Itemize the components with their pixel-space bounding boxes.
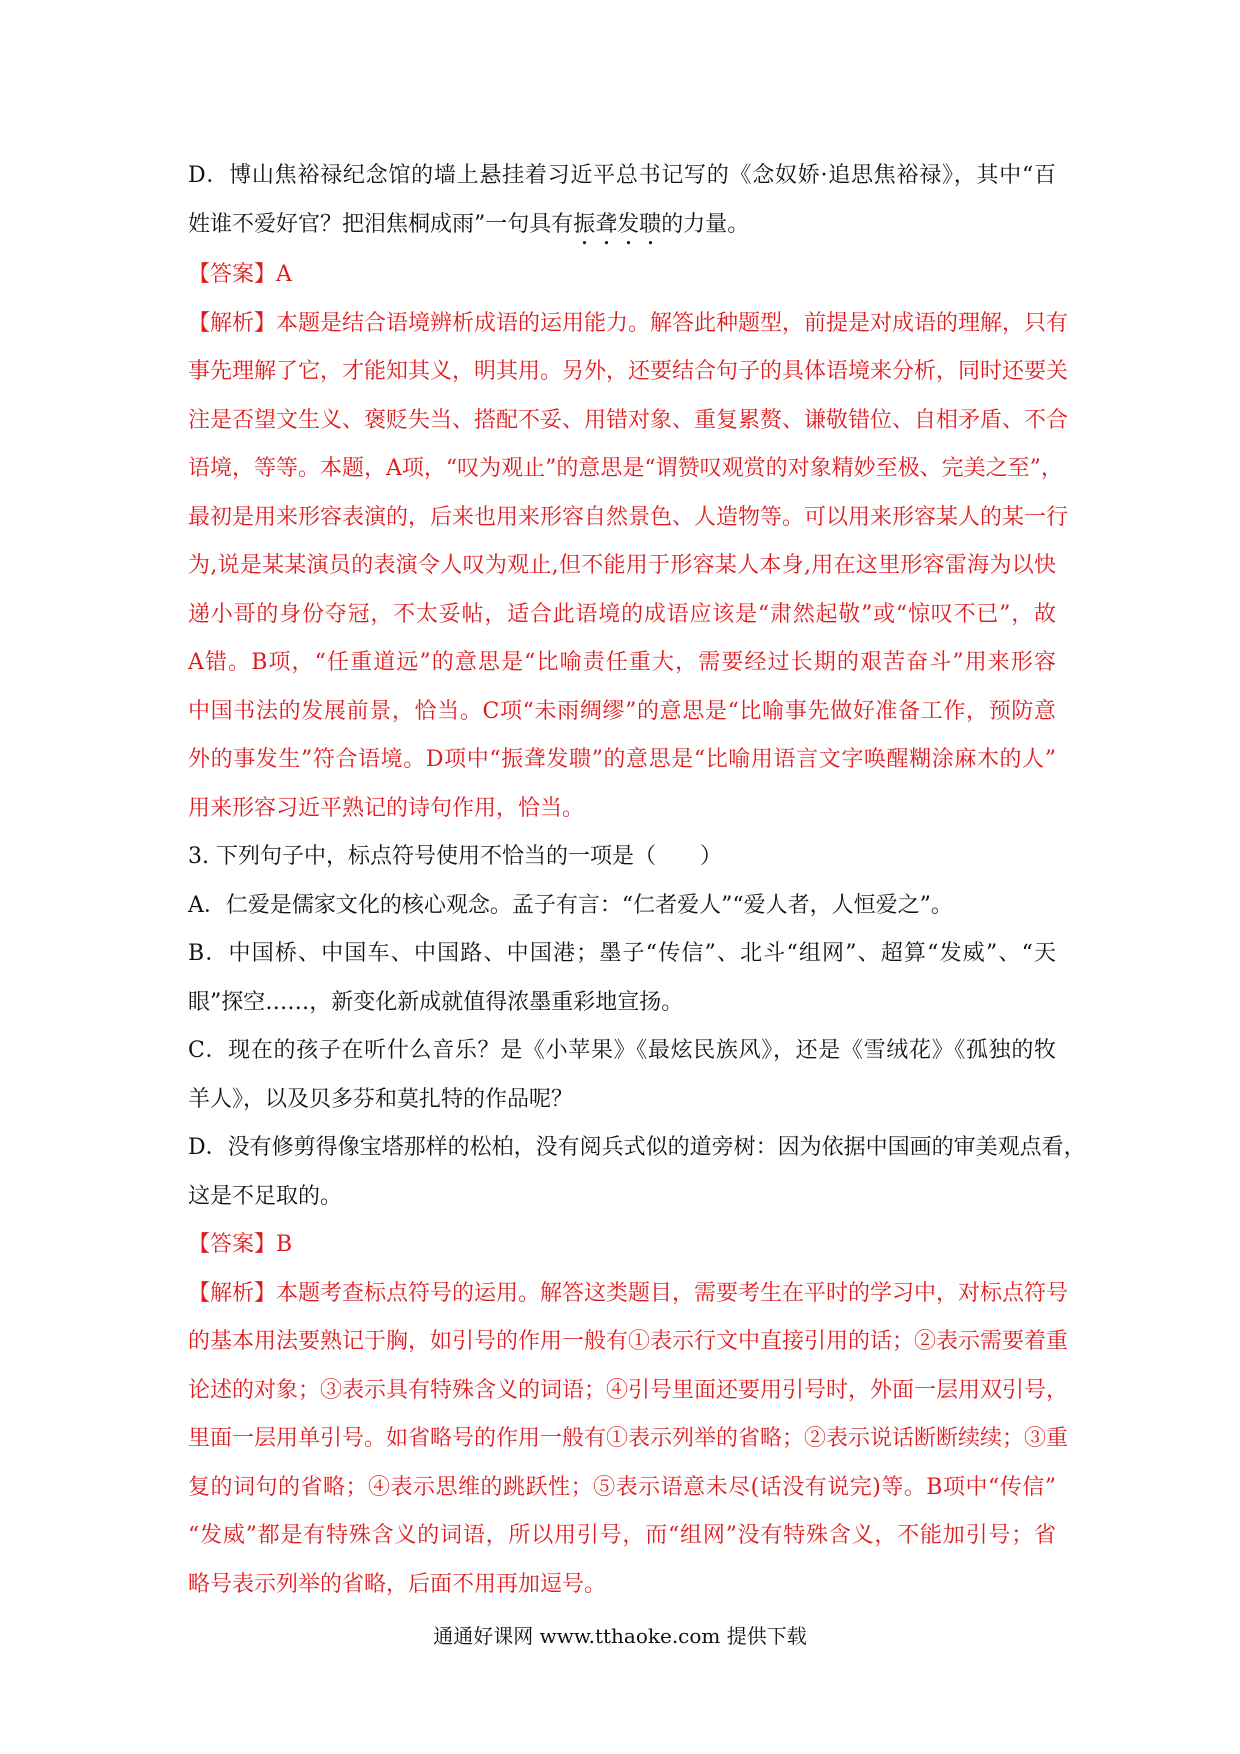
q2-analysis-line-9: 外的事发生”符合语境。D项中“振聋发聩”的意思是“比喻用语言文字唤醒糊涂麻木的人”: [188, 747, 1056, 772]
q2-analysis-line-2: 注是否望文生义、褒贬失当、搭配不妥、用错对象、重复累赘、谦敬错位、自相矛盾、不合: [188, 407, 1069, 433]
q3-analysis-line-5: “发威”都是有特殊含义的词语，所以用引号，而“组网”没有特殊含义，不能加引号；省: [188, 1523, 1056, 1548]
q2-option-d-text-pre: 姓谁不爱好官？把泪焦桐成雨”一句具有: [188, 211, 574, 237]
q2-analysis-text: 本题是结合语境辨析成语的运用能力。解答此种题型，前提是对成语的理解，只有: [276, 310, 1069, 336]
q2-option-d-line2: [188, 201, 1056, 250]
q2-analysis-line-6: 递小哥的身份夺冠，不太妥帖，适合此语境的成语应该是“肃然起敬”或“惊叹不已”，故: [188, 601, 1056, 627]
q3-answer-tag: 【答案】: [188, 1232, 277, 1257]
q2-answer-value: A: [276, 262, 292, 287]
q2-analysis-line-1: 事先理解了它，才能知其义，明其用。另外，还要结合句子的具体语境来分析，同时还要关: [188, 359, 1069, 384]
q2-option-d-text-post: 的力量。: [661, 211, 750, 237]
q3-stem: 3. 下列句子中，标点符号使用不恰当的一项是（ ）: [188, 844, 722, 869]
q3-option-a: A．仁爱是儒家文化的核心观念。孟子有言：“仁者爱人”“爱人者，人恒爱之”。: [188, 892, 953, 918]
q2-analysis-line-5: 为,说是某某演员的表演令人叹为观止,但不能用于形容某人本身,用在这里形容雷海为以快: [188, 553, 1056, 578]
q3-option-b-line2: 眼”探空……，新变化新成就值得浓墨重彩地宣扬。: [188, 989, 684, 1015]
q3-option-d-line2: 这是不足取的。: [188, 1183, 343, 1209]
q2-answer-tag: 【答案】: [188, 262, 277, 287]
q2-answer: [188, 251, 1056, 300]
q2-option-d-line1: D．博山焦裕禄纪念馆的墙上悬挂着习近平总书记写的《念奴娇·追思焦裕禄》，其中“百: [188, 163, 1056, 188]
q3-analysis-line-2: 论述的对象；③表示具有特殊含义的词语；④引号里面还要用引号时，外面一层用双引号，: [188, 1377, 1069, 1403]
q2-analysis-line-8: 中国书法的发展前景，恰当。C项“未雨绸缪”的意思是“比喻事先做好准备工作，预防意: [188, 698, 1056, 724]
q3-analysis-text: 本题考查标点符号的运用。解答这类题目，需要考生在平时的学习中，对标点符号: [276, 1280, 1069, 1306]
q3-analysis-line-3: 里面一层用单引号。如省略号的作用一般有①表示列举的省略；②表示说话断断续续；③重: [188, 1426, 1069, 1451]
q2-analysis-line-10: 用来形容习近平熟记的诗句作用，恰当。: [188, 795, 585, 821]
q2-analysis-line-3: 语境，等等。本题，A项，“叹为观止”的意思是“谓赞叹观赏的对象精妙至极、完美之至”，: [188, 456, 1063, 481]
page-footer: 通通好课网 www.tthaoke.com 提供下载: [433, 1624, 807, 1648]
q3-analysis-line-4: 复的词句的省略；④表示思维的跳跃性；⑤表示语意未尽(话没有说完)等。B项中“传信”: [188, 1474, 1056, 1500]
q3-analysis-line-6: 略号表示列举的省略，后面不用再加逗号。: [188, 1571, 607, 1597]
q3-analysis-line-1: 的基本用法要熟记于胸，如引号的作用一般有①表示行文中直接引用的话；②表示需要着重: [188, 1329, 1069, 1354]
q3-option-d-line1: D．没有修剪得像宝塔那样的松柏，没有阅兵式似的道旁树：因为依据中国画的审美观点看，: [188, 1135, 1086, 1160]
q3-option-c-line2: 羊人》，以及贝多芬和莫扎特的作品呢？: [188, 1086, 574, 1112]
q2-option-d-emphasized-idiom: 振聋发聩: [573, 211, 662, 237]
q2-analysis-tag: 【解析】: [188, 310, 277, 336]
q3-analysis-line-0: [188, 1270, 1069, 1319]
q3-answer: [188, 1221, 1056, 1270]
q3-option-c-line1: C．现在的孩子在听什么音乐？是《小苹果》《最炫民族风》，还是《雪绒花》《孤独的牧: [188, 1038, 1056, 1063]
document-body: [188, 152, 1086, 1609]
q2-analysis-line-0: [188, 300, 1069, 349]
q2-analysis-line-7: A错。B项，“任重道远”的意思是“比喻责任重大，需要经过长期的艰苦奋斗”用来形容: [188, 650, 1056, 675]
q3-analysis-tag: 【解析】: [188, 1280, 277, 1306]
q3-answer-value: B: [276, 1232, 293, 1257]
q2-analysis-line-4: 最初是用来形容表演的，后来也用来形容自然景色、人造物等。可以用来形容某人的某一行: [188, 504, 1069, 530]
q3-option-b-line1: B．中国桥、中国车、中国路、中国港；墨子“传信”、北斗“组网”、超算“发威”、“天: [188, 941, 1056, 966]
